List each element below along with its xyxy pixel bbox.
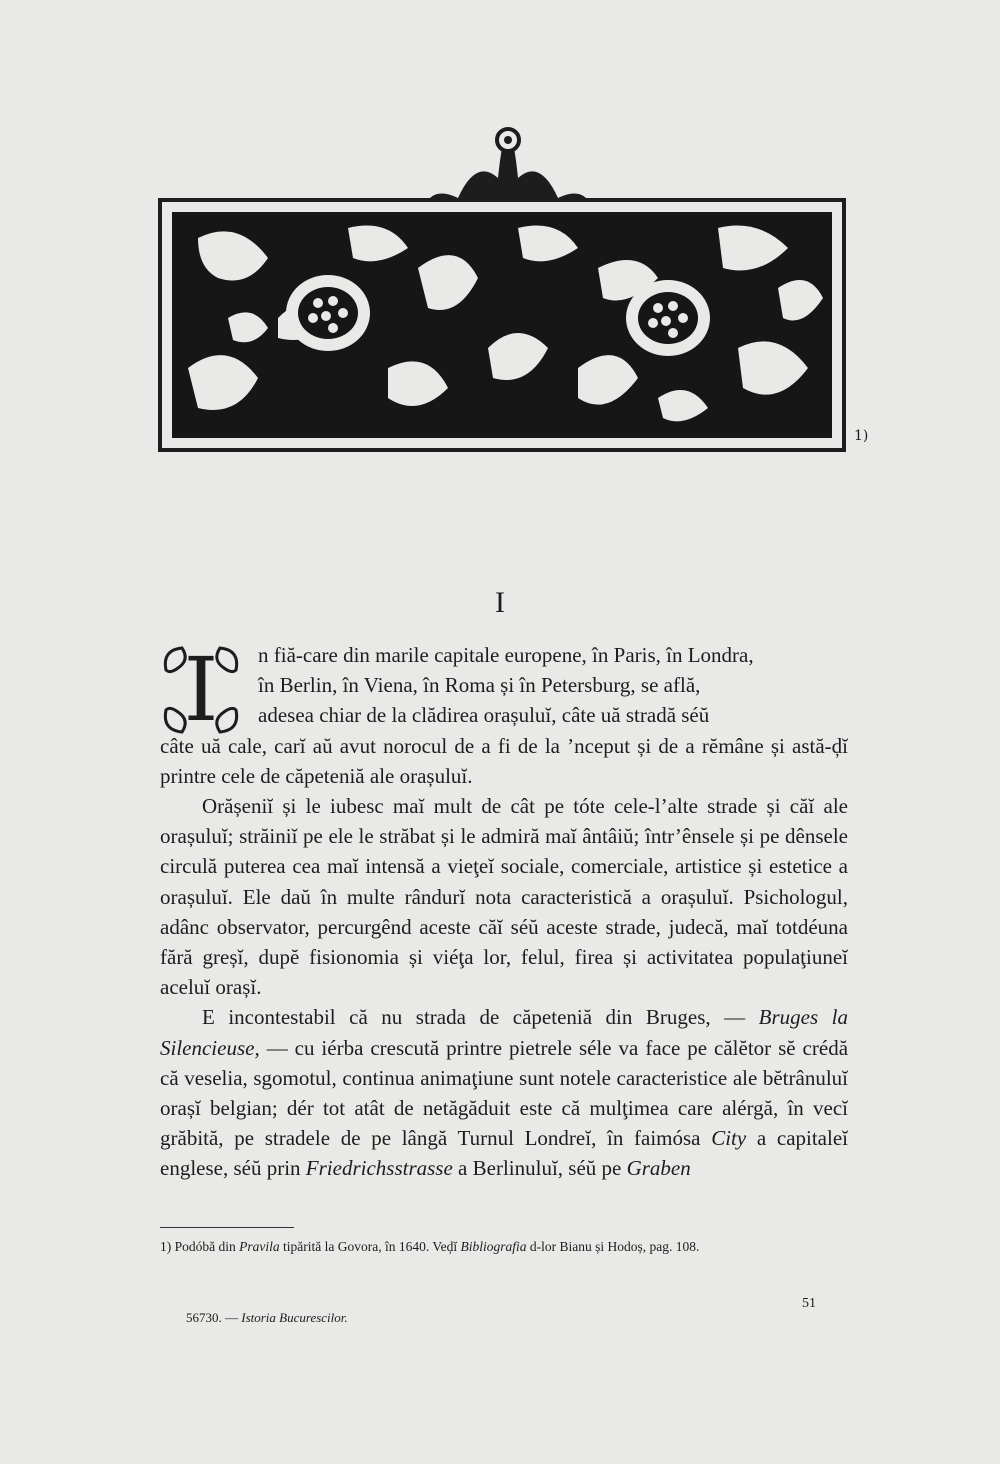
right-rosette xyxy=(626,280,710,356)
paragraph-1-line-2: în Berlin, în Viena, în Roma și în Petersburg, se află, xyxy=(258,673,701,698)
p3-italic-bruges: Bruges la Silencieuse, xyxy=(160,1005,849,1060)
p3-italic-friedrichsstrasse: Friedrichsstrasse xyxy=(305,1156,453,1181)
paragraph-1-opening xyxy=(160,640,848,731)
p3-text-c: a capitaleĭ englese, séŭ prin xyxy=(160,1126,848,1181)
footnote-marker-headpiece: 1) xyxy=(854,428,869,444)
imprint-code: 56730. — xyxy=(186,1310,238,1325)
p3-text-a: E incontestabil că nu strada de căpeteniă din Bruges, — xyxy=(202,1005,746,1030)
p3-italic-graben: Graben xyxy=(626,1156,691,1181)
paragraph-1-line-3: adesea chiar de la clădirea orașuluĭ, câte uă stradă séŭ xyxy=(258,703,710,728)
footnote-text-c: d-lor Bianu și Hodoș, pag. 108. xyxy=(529,1239,700,1254)
footnote-text-b: tipărită la Govora, în 1640. Veḑĭ xyxy=(283,1239,458,1254)
footnote-italic-bibliografia: Bibliografia xyxy=(460,1239,527,1254)
footnote xyxy=(160,1236,848,1257)
p3-text-b: — cu iérba crescută printre pietrele séle va face pe călĕtor sĕ crédă că veselia, sgomotul, continua animaţiune sunt notele caracteristice ale bĕtrânuluĭ orașĭ belgian; dér tot atât de netăgăduit este că mulţimea care alérgă, în vecĭ grăbită, pe stradele de pe lângă Turnul Londreĭ, în faimósa xyxy=(160,1035,849,1151)
left-rosette xyxy=(286,275,370,351)
paragraph-3 xyxy=(160,1002,848,1183)
paragraph-1-rest: câte uă cale, carĭ aŭ avut norocul de a fi de la ’nceput și de a rĕmâne și astă-ḑĭ printre cele de căpeteniă ale orașuluĭ. xyxy=(160,733,848,788)
footnote-italic-pravila: Pravila xyxy=(239,1239,280,1254)
ornamental-headpiece-image xyxy=(158,118,846,454)
body-text xyxy=(160,640,848,1184)
footnote-rule xyxy=(160,1227,294,1228)
paragraph-2: Orășeniĭ și le iubesc maĭ mult de cât pe tóte cele-l’alte strade și căĭ ale orașuluĭ; străiniĭ pe ele le străbat și le admiră maĭ ântâiŭ; într’ênsele și pe dênsele circulă puterea cea maĭ intensă a vieţeĭ sociale, comerciale, artistice și estetice a orașuluĭ. Ele daŭ în multe rândurĭ nota caracteristică a orașuluĭ. Psichologul, adânc observator, percurgênd aceste căĭ séŭ aceste strade, judecă, maĭ totdéuna fără greșĭ, dupĕ fisionomia și viéţa lor, felul, firea și activitatea populaţiuneĭ aceluĭ orașĭ. xyxy=(160,794,848,1000)
footnote-marker: 1) xyxy=(160,1239,172,1254)
p3-text-d: a Berlinuluĭ, séŭ pe xyxy=(458,1156,622,1181)
chapter-number: I xyxy=(495,586,505,619)
p3-italic-city: City xyxy=(711,1126,747,1151)
printer-imprint xyxy=(186,1310,348,1326)
footnote-text-a: Podóbă din xyxy=(174,1239,236,1254)
page-number: 51 xyxy=(802,1296,816,1311)
crest-ornament xyxy=(428,128,588,200)
imprint-title: Istoria Bucurescilor. xyxy=(241,1310,348,1325)
dropcap-letter: I xyxy=(183,640,219,740)
paragraph-1-line-1: n fiă-care din marile capitale europene, în Paris, în Londra, xyxy=(258,643,754,667)
